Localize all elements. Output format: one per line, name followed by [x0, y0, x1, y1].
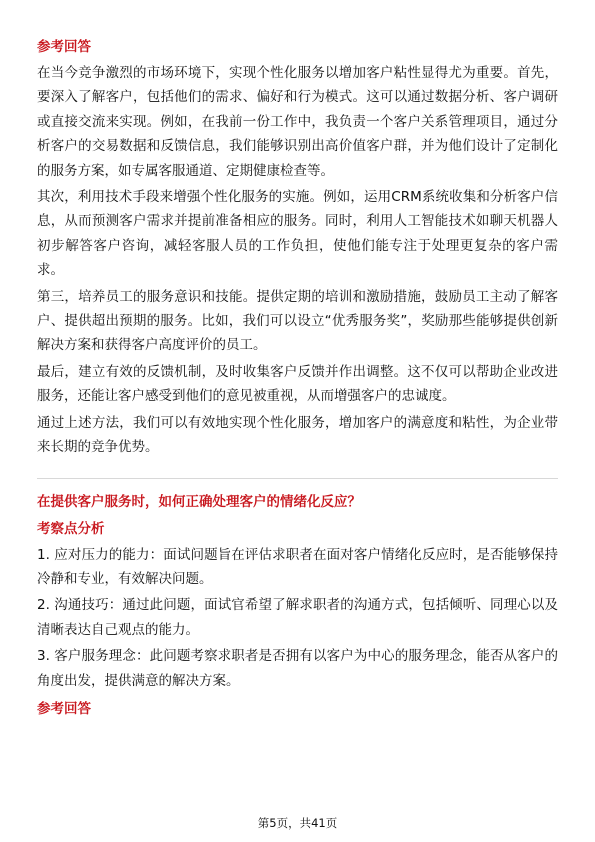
answer-paragraph: 最后，建立有效的反馈机制，及时收集客户反馈并作出调整。这不仅可以帮助企业改进服务，还能让客户感受到他们的意见被重视，从而增强客户的忠诚度。 — [37, 363, 558, 405]
section-divider — [37, 478, 558, 479]
answer-paragraph: 第三，培养员工的服务意识和技能。提供定期的培训和激励措施，鼓励员工主动了解客户、提供超出预期的服务。比如，我们可以设立“优秀服务奖”，奖励那些能够提供创新解决方案和获得客户高度评价的员工。 — [37, 288, 558, 354]
analysis-point: 1. 应对压力的能力：面试问题旨在评估求职者在面对客户情绪化反应时，是否能够保持冷静和专业，有效解决问题。 — [37, 546, 558, 587]
analysis-point: 2. 沟通技巧：通过此问题，面试官希望了解求职者的沟通方式，包括倾听、同理心以及清晰表达自己观点的能力。 — [37, 597, 558, 638]
answer-paragraph: 其次，利用技术手段来增强个性化服务的实施。例如，运用CRM系统收集和分析客户信息，从而预测客户需求并提前准备相应的服务。同时，利用人工智能技术如聊天机器人初步解答客户咨询，减轻客服人员的工作负担，使他们能专注于处理更复杂的客户需求。 — [37, 189, 558, 279]
answer-paragraph: 通过上述方法，我们可以有效地实现个性化服务，增加客户的满意度和粘性，为企业带来长期的竞争优势。 — [37, 414, 558, 456]
answer-heading: 参考回答 — [37, 700, 91, 717]
answer-heading: 参考回答 — [37, 39, 91, 55]
analysis-heading: 考察点分析 — [37, 520, 105, 537]
analysis-point: 3. 客户服务理念：此问题考察求职者是否拥有以客户为中心的服务理念，能否从客户的角度出发，提供满意的解决方案。 — [37, 648, 558, 689]
page-number: 第5页，共41页 — [257, 816, 338, 830]
answer-paragraph: 在当今竞争激烈的市场环境下，实现个性化服务以增加客户粘性显得尤为重要。首先，要深入了解客户，包括他们的需求、偏好和行为模式。这可以通过数据分析、客户调研或直接交流来实现。例如，在我前一份工作中，我负责一个客户关系管理项目，通过分析客户的交易数据和反馈信息，我们能够识别出高价值客户群，并为他们设计了定制化的服务方案，如专属客服通道、定期健康检查等。 — [37, 65, 558, 179]
question-title: 在提供客户服务时，如何正确处理客户的情绪化反应？ — [37, 493, 361, 510]
